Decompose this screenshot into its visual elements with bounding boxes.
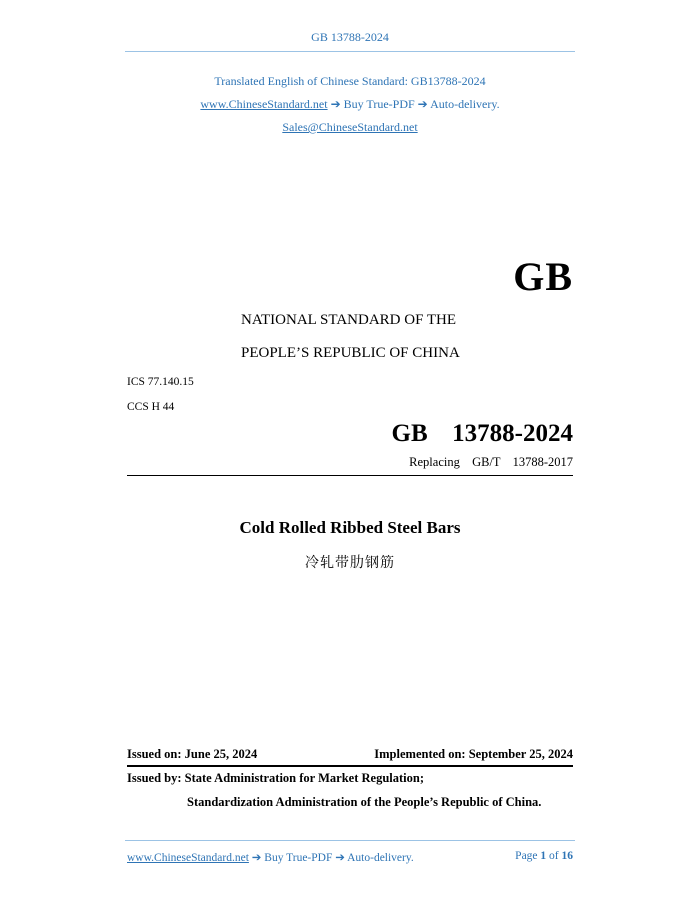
title-chinese: 冷轧带肋钢筋	[305, 555, 395, 571]
site-link[interactable]: www.ChineseStandard.net	[200, 97, 328, 111]
issued-on: Issued on: June 25, 2024	[127, 747, 258, 761]
promo-line-2-rest: ➔ Buy True-PDF ➔ Auto-delivery.	[327, 97, 500, 111]
footer-promo	[127, 850, 414, 864]
title-english: Cold Rolled Ribbed Steel Bars	[239, 518, 461, 537]
implemented-on: Implemented on: September 25, 2024	[374, 747, 573, 761]
issued-divider	[127, 765, 573, 767]
replacing-standard: Replacing GB/T 13788-2017	[409, 455, 573, 469]
footer-promo-rest: ➔ Buy True-PDF ➔ Auto-delivery.	[248, 852, 414, 864]
page-header-title: GB 13788-2024	[311, 30, 389, 44]
ccs-code: CCS H 44	[127, 401, 175, 413]
promo-line-1: Translated English of Chinese Standard: GB13788-2024	[214, 74, 486, 88]
national-standard-line-2: PEOPLE’S REPUBLIC OF CHINA	[241, 345, 460, 361]
header-divider	[125, 51, 575, 52]
issued-by-line-1: Issued by: State Administration for Market Regulation;	[127, 771, 424, 785]
number-divider	[127, 475, 573, 476]
gb-mark: GB	[513, 254, 573, 299]
promo-line-3	[0, 120, 700, 135]
standard-number: GB 13788-2024	[391, 420, 573, 447]
page-indicator	[515, 850, 573, 862]
promo-line-2	[0, 97, 700, 112]
page-of: of	[546, 850, 562, 862]
page-prefix: Page	[515, 850, 541, 862]
page-current: 1	[540, 850, 547, 862]
footer-divider	[125, 840, 575, 841]
page-total: 16	[561, 850, 573, 862]
national-standard-line-1: NATIONAL STANDARD OF THE	[241, 312, 457, 328]
issued-by-line-2: Standardization Administration of the People’s Republic of China.	[187, 795, 542, 809]
ics-code: ICS 77.140.15	[127, 376, 194, 388]
email-link[interactable]: Sales@ChineseStandard.net	[282, 120, 418, 134]
footer-site-link[interactable]: www.ChineseStandard.net	[127, 852, 249, 864]
